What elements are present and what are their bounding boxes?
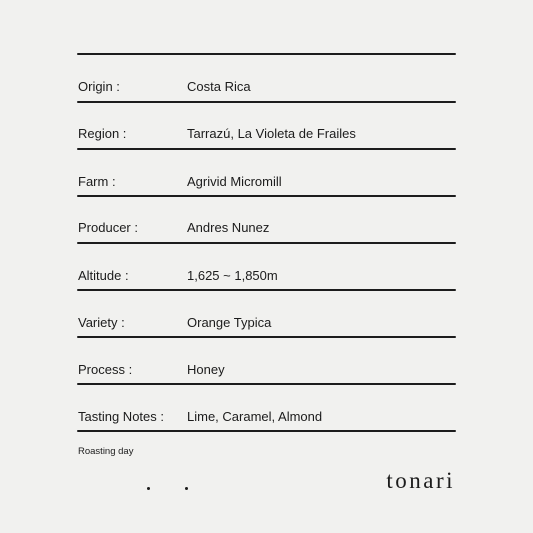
divider	[77, 336, 456, 338]
divider	[77, 289, 456, 291]
divider	[77, 148, 456, 150]
tasting-notes-value: Lime, Caramel, Almond	[187, 409, 323, 424]
origin-value: Costa Rica	[187, 79, 251, 94]
origin-label: Origin :	[78, 79, 120, 94]
altitude-label: Altitude :	[78, 268, 129, 283]
altitude-value: 1,625 ~ 1,850m	[187, 268, 278, 283]
process-label: Process :	[78, 362, 133, 377]
divider	[77, 195, 456, 197]
top-divider	[77, 53, 456, 55]
divider	[77, 383, 456, 385]
producer-value: Andres Nunez	[187, 220, 270, 235]
divider	[77, 242, 456, 244]
farm-label: Farm :	[78, 174, 116, 189]
variety-label: Variety :	[78, 315, 125, 330]
region-value: Tarrazú, La Violeta de Frailes	[187, 126, 356, 141]
bottom-divider	[77, 430, 456, 432]
farm-value: Agrivid Micromill	[187, 174, 282, 189]
date-separator-dot	[185, 487, 188, 490]
date-separator-dot	[147, 487, 150, 490]
divider	[77, 101, 456, 103]
tasting-notes-label: Tasting Notes :	[78, 409, 164, 424]
roasting-day-label: Roasting day	[78, 446, 134, 457]
producer-label: Producer :	[78, 220, 138, 235]
variety-value: Orange Typica	[187, 315, 272, 330]
brand-logo: tonari	[386, 468, 455, 493]
process-value: Honey	[187, 362, 225, 377]
region-label: Region :	[78, 126, 127, 141]
